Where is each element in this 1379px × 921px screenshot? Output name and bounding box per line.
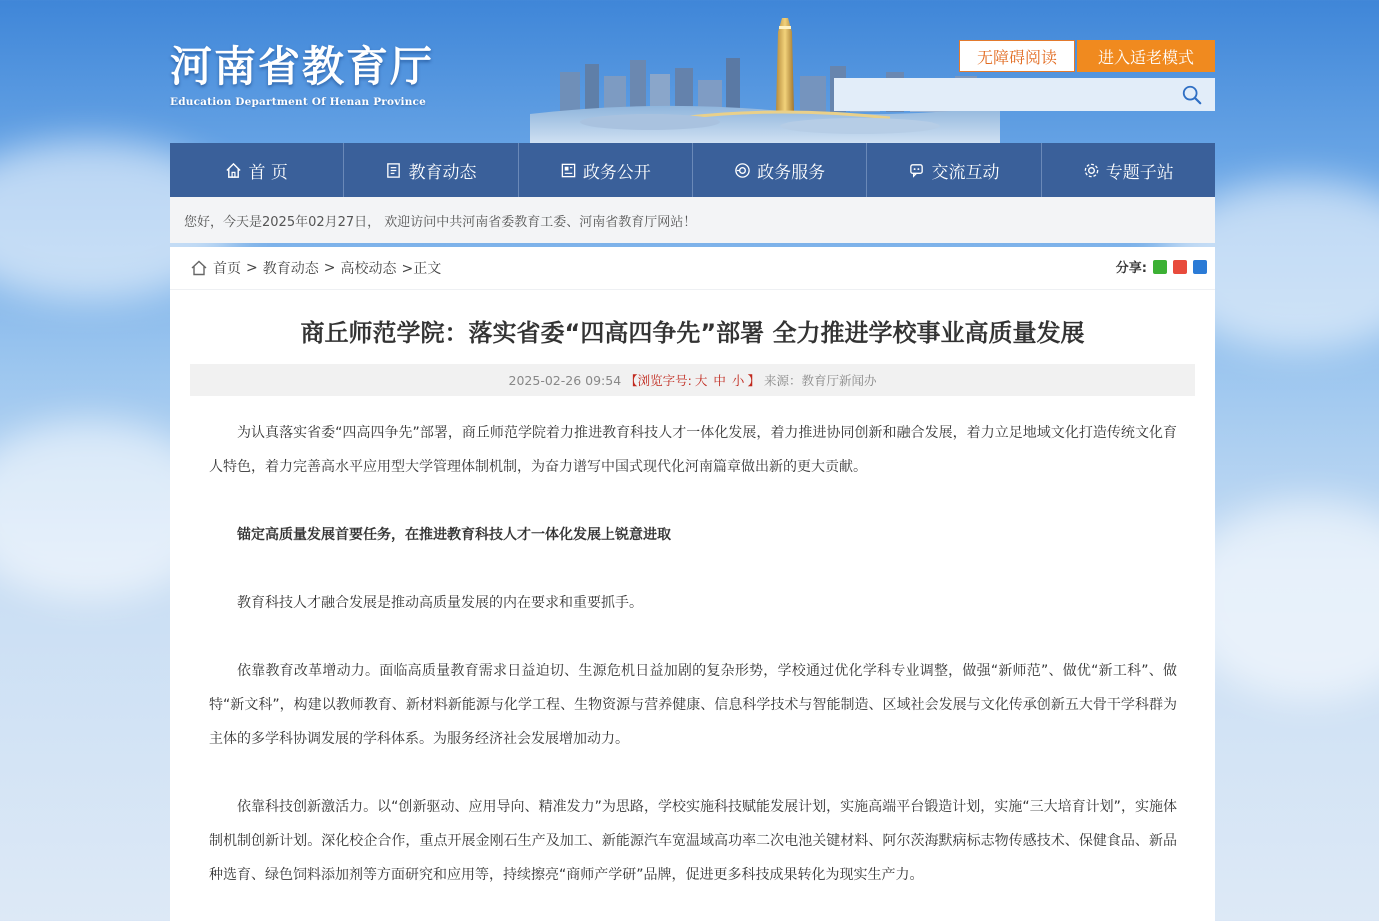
logo-title-en: Education Department Of Henan Province: [170, 96, 427, 108]
nav-item-label: 交流互动: [931, 162, 1000, 183]
article-body: [209, 416, 1177, 921]
news-icon: [385, 162, 402, 179]
breadcrumb-separator: >: [246, 260, 258, 276]
publish-date: 2025-02-26 09:54: [508, 372, 622, 388]
nav-item-label: 教育动态: [408, 162, 477, 183]
share-bar: [1116, 257, 1207, 276]
share-label: 分享:: [1115, 261, 1147, 276]
article-subheading: 锚定高质量发展首要任务，在推进教育科技人才一体化发展上锐意进取: [237, 527, 671, 543]
home-icon: [190, 259, 208, 277]
search-input[interactable]: [834, 78, 1174, 109]
nav-item-home[interactable]: [170, 143, 344, 197]
logo-title-cn: 河南省教育厅: [170, 42, 435, 91]
nav-item-label: 专题子站: [1105, 162, 1174, 183]
wechat-share-icon[interactable]: [1153, 260, 1167, 274]
elder-mode-button[interactable]: 进入适老模式: [1077, 40, 1215, 72]
font-size-selector: [625, 371, 760, 389]
divider: [170, 289, 1215, 290]
article-paragraph: 依靠教育改革增动力。面临高质量教育需求日益迫切、生源危机日益加剧的复杂形势，学校通过优化学科专业调整，做强“新师范”、做优“新工科”、做特“新文科”，构建以教师教育、新材料新能源与化学工程、生物资源与营养健康、信息科学技术与智能制造、区域社会发展与文化传承创新五大骨干学科群为主体的多学科协调发展的学科体系。为服务经济社会发展增加动力。: [209, 663, 1177, 747]
chat-icon: [908, 162, 925, 179]
article-source: 来源：教育厅新闻办: [763, 373, 877, 388]
qq-share-icon[interactable]: [1193, 260, 1207, 274]
font-size-prefix: 【浏览字号:: [625, 373, 692, 388]
font-size-suffix: 】: [747, 373, 760, 388]
search-box: [834, 78, 1215, 111]
main-nav: [170, 143, 1215, 197]
article-container: [170, 247, 1215, 921]
document-icon: [560, 162, 577, 179]
nav-item-government-service[interactable]: [693, 143, 867, 197]
welcome-message: 您好，今天是2025年02月27日， 欢迎访问中共河南省委教育工委、河南省教育厅网站！: [170, 197, 1215, 243]
breadcrumb-separator: >: [323, 260, 336, 276]
site-header: [170, 0, 1215, 143]
font-size-small[interactable]: 小: [731, 373, 745, 388]
breadcrumb-home-link[interactable]: 首页: [213, 261, 241, 277]
nav-item-label: 首 页: [248, 162, 288, 183]
font-size-large[interactable]: 大: [694, 373, 708, 388]
font-size-medium[interactable]: 中: [713, 373, 726, 388]
accessibility-reading-button[interactable]: 无障碍阅读: [959, 40, 1075, 72]
nav-item-label: 政务服务: [757, 162, 826, 183]
nav-item-news[interactable]: [344, 143, 518, 197]
breadcrumb-university-news-link[interactable]: 高校动态: [340, 261, 397, 277]
gear-icon: [1083, 162, 1100, 179]
nav-item-subsites[interactable]: [1042, 143, 1215, 197]
home-icon: [225, 162, 242, 179]
article-paragraph: 教育科技人才融合发展是推动高质量发展的内在要求和重要抓手。: [237, 595, 643, 611]
article-meta: [190, 364, 1195, 396]
article-paragraph: 依靠科技创新激活力。以“创新驱动、应用导向、精准发力”为思路，学校实施科技赋能发展计划，实施高端平台锻造计划，实施“三大培育计划”，实施体制机制创新计划。深化校企合作，重点开展金刚石生产及加工、新能源汽车宽温域高功率二次电池关键材料、阿尔茨海默病标志物传感技术、保健食品、新品种选育、绿色饲料添加剂等方面研究和应用等，持续擦亮“商师产学研”品牌，促进更多科技成果转化为现实生产力。: [209, 799, 1177, 883]
breadcrumb-news-link[interactable]: 教育动态: [262, 261, 319, 277]
breadcrumb-current: >正文: [401, 261, 442, 277]
service-icon: [734, 162, 751, 179]
nav-item-label: 政务公开: [582, 162, 651, 183]
nav-item-interaction[interactable]: [867, 143, 1041, 197]
weibo-share-icon[interactable]: [1173, 260, 1187, 274]
site-logo[interactable]: [170, 34, 434, 108]
nav-item-government-affairs[interactable]: [519, 143, 693, 197]
article-paragraph: 为认真落实省委“四高四争先”部署，商丘师范学院着力推进教育科技人才一体化发展，着力推进协同创新和融合发展，着力立足地域文化打造传统文化育人特色，着力完善高水平应用型大学管理体制机制，为奋力谱写中国式现代化河南篇章做出新的更大贡献。: [209, 425, 1177, 475]
breadcrumb: [190, 257, 441, 279]
article-title: 商丘师范学院：落实省委“四高四争先”部署 全力推进学校事业高质量发展: [300, 319, 1085, 347]
search-icon[interactable]: [1181, 84, 1203, 106]
